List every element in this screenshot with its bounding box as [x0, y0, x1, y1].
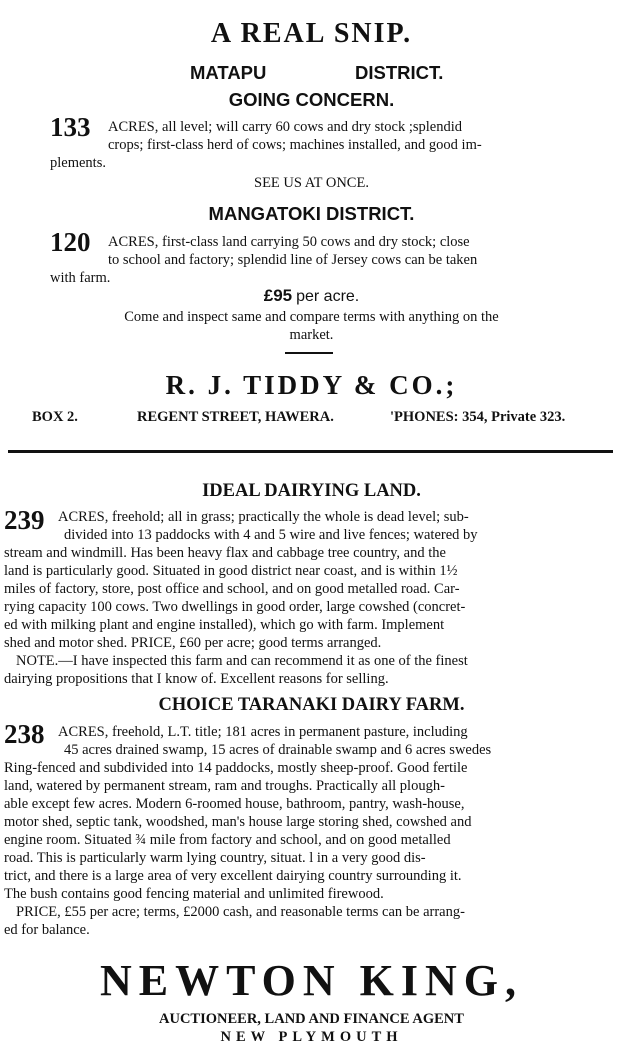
section-heading-ideal-dairying: IDEAL DAIRYING LAND. [202, 481, 421, 501]
listing-line: trict, and there is a large area of very excellent dairying country surrounding it. [4, 868, 462, 884]
listing-line: shed and motor shed. PRICE, £60 per acre; good terms arranged. [4, 635, 382, 651]
phone-numbers: 'PHONES: 354, Private 323. [390, 409, 566, 425]
listing-line: ACRES, freehold; all in grass; practically the whole is dead level; sub- [58, 509, 469, 525]
listing-line: ed with milking plant and engine installed), which go with farm. Implement [4, 617, 445, 633]
section-heading-taranaki: CHOICE TARANAKI DAIRY FARM. [158, 695, 465, 715]
listing-line: Ring-fenced and subdivided into 14 paddocks, mostly sheep-proof. Good fertile [4, 760, 468, 776]
listing-line: road. This is particularly warm lying country, situat. l in a very good dis- [4, 850, 426, 866]
district-name-matapu: MATAPU [190, 62, 267, 83]
listing-line: land, watered by permanent stream, ram and troughs. Practically all plough- [4, 778, 445, 794]
price-line: ed for balance. [4, 922, 90, 938]
listing-line: motor shed, septic tank, woodshed, man's house large storing shed, cowshed and [4, 814, 472, 830]
listing-line: miles of factory, store, post office and school, and on good metalled road. Car- [4, 581, 460, 597]
district-name-mangatoki: MANGATOKI DISTRICT. [208, 203, 415, 224]
price-unit: per acre. [296, 288, 360, 305]
listing-line: The bush contains good fencing material and unlimited firewood. [4, 886, 384, 902]
acres-number-238: 238 [4, 719, 45, 749]
listing-line: to school and factory; splendid line of Jersey cows can be taken [108, 252, 478, 268]
invitation-line: Come and inspect same and compare terms with anything on the [124, 309, 499, 325]
listing-line: divided into 13 paddocks with 4 and 5 wire and live fences; watered by [64, 527, 478, 543]
listing-line: ACRES, all level; will carry 60 cows and dry stock ;splendid [108, 119, 462, 135]
listing-line: 45 acres drained swamp, 15 acres of drainable swamp and 6 acres swedes [64, 742, 492, 758]
call-to-action: SEE US AT ONCE. [254, 175, 369, 191]
firm-location: NEW PLYMOUTH [220, 1029, 403, 1045]
going-concern-subtitle: GOING CONCERN. [228, 89, 395, 110]
price-line: PRICE, £55 per acre; terms, £2000 cash, and reasonable terms can be arrang- [16, 904, 465, 920]
acres-number-133: 133 [50, 112, 91, 142]
listing-line: able except few acres. Modern 6-roomed house, bathroom, pantry, wash-house, [4, 796, 465, 812]
tiddy-advertisement [0, 0, 623, 445]
box-number: BOX 2. [32, 409, 78, 425]
invitation-line: market. [289, 327, 334, 343]
newton-king-advertisement [0, 455, 623, 1052]
firm-name-newton-king: NEWTON KING, [99, 956, 524, 1005]
note-line: dairying propositions that I know of. Excellent reasons for selling. [4, 671, 389, 687]
advertisement-divider [8, 450, 613, 453]
acres-number-120: 120 [50, 227, 91, 257]
listing-line: ACRES, freehold, L.T. title; 181 acres in permanent pasture, including [58, 724, 468, 740]
note-line: NOTE.—I have inspected this farm and can recommend it as one of the finest [16, 653, 468, 669]
short-divider [285, 352, 333, 354]
listing-line: rying capacity 100 cows. Two dwellings in good order, large cowshed (concret- [4, 599, 466, 615]
listing-line: plements. [50, 155, 106, 171]
listing-line: stream and windmill. Has been heavy flax and cabbage tree country, and the [4, 545, 446, 561]
acres-number-239: 239 [4, 505, 45, 535]
ad-headline: A REAL SNIP. [210, 18, 413, 49]
listing-line: engine room. Situated ¾ mile from factory and school, and on good metalled [4, 832, 451, 848]
firm-name-tiddy: R. J. TIDDY & CO.; [165, 370, 458, 400]
listing-line: with farm. [50, 270, 111, 286]
listing-line: crops; first-class herd of cows; machines installed, and good im- [108, 137, 482, 153]
firm-description: AUCTIONEER, LAND AND FINANCE AGENT [159, 1011, 464, 1027]
price-line [0, 286, 623, 306]
listing-line: ACRES, first-class land carrying 50 cows and dry stock; close [108, 234, 470, 250]
price-amount: £95 [263, 286, 293, 305]
street-address: REGENT STREET, HAWERA. [137, 409, 334, 425]
district-label: DISTRICT. [355, 62, 444, 83]
listing-line: land is particularly good. Situated in good district near coast, and is within 1½ [4, 563, 458, 579]
